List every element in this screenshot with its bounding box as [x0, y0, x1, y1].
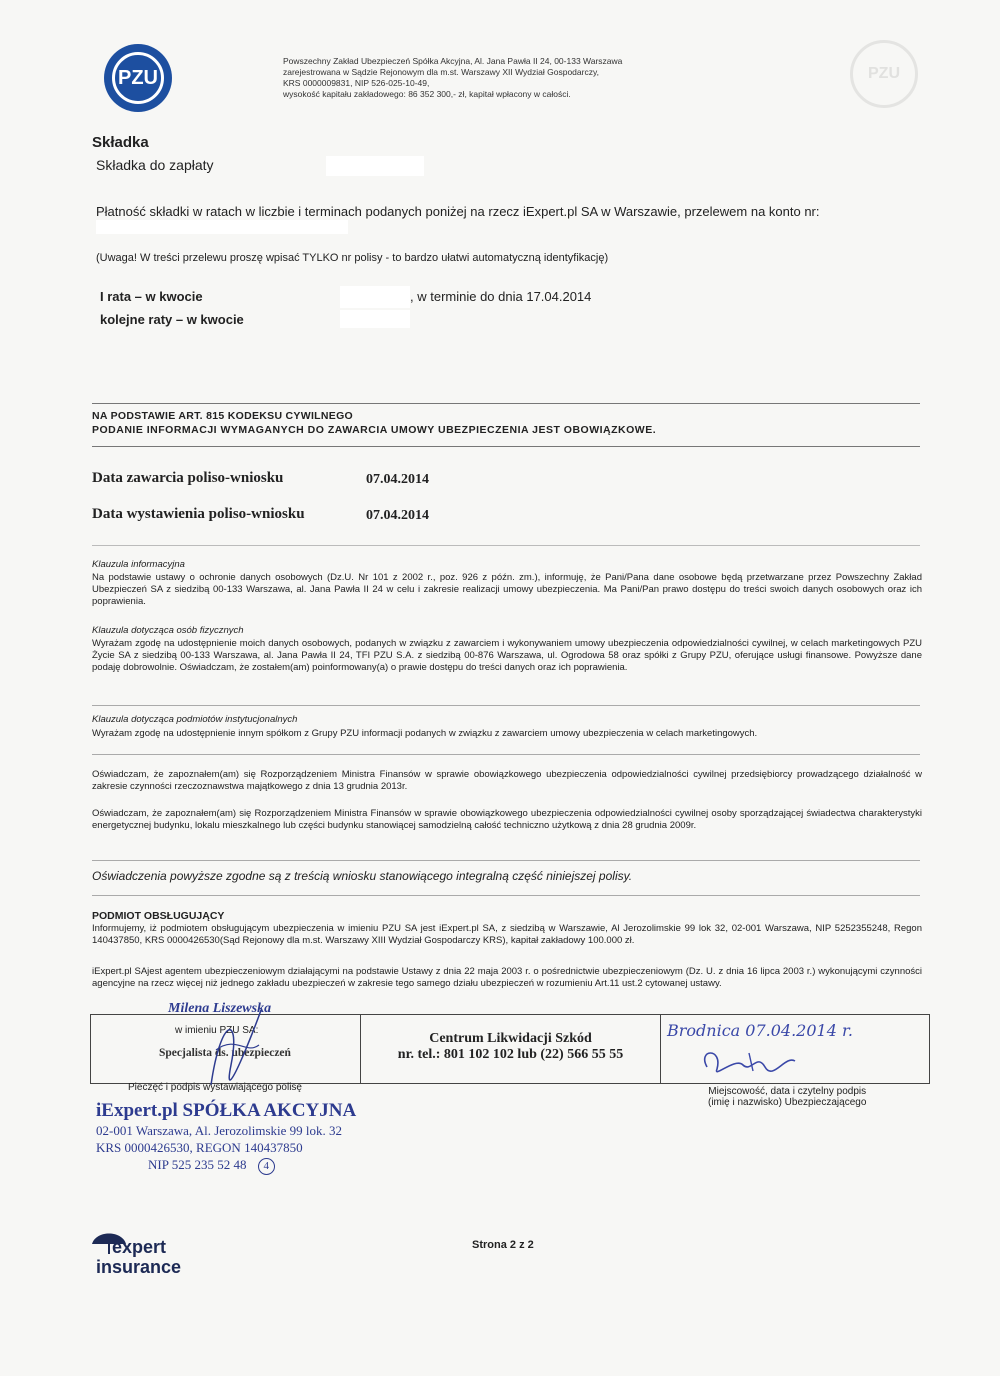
- conclusion-date-value: 07.04.2014: [366, 472, 429, 487]
- redacted-next-installments: [340, 310, 410, 328]
- company-info: [283, 56, 622, 100]
- premium-heading: Składka: [92, 134, 149, 151]
- insured-caption: [708, 1086, 866, 1108]
- institutions-clause-title: Klauzula dotycząca podmiotów instytucjonalnych: [92, 714, 298, 725]
- divider: [92, 446, 920, 447]
- company-line: KRS 0000009831, NIP 526-025-10-49,: [283, 78, 430, 88]
- first-installment-label: I rata – w kwocie: [100, 289, 203, 304]
- issue-date-label: Data wystawienia poliso-wniosku: [92, 506, 305, 522]
- handwritten-place-date: Brodnica 07.04.2014 r.: [667, 1021, 853, 1040]
- stamp-badge: 4: [258, 1158, 275, 1175]
- company-stamp-line-1: iExpert.pl SPÓŁKA AKCYJNA: [96, 1100, 357, 1121]
- issuer-cell: [91, 1015, 361, 1083]
- company-stamp: [96, 1102, 356, 1175]
- footer-logo-line-2: insurance: [96, 1257, 182, 1277]
- service-title: PODMIOT OBSŁUGUJĄCY: [92, 910, 225, 922]
- company-line: Powszechny Zakład Ubezpieczeń Spółka Akcyjna, Al. Jana Pawła II 24, 00-133 Warszawa: [283, 56, 623, 66]
- insured-caption-line-2: (imię i nazwisko) Ubezpieczającego: [708, 1097, 867, 1108]
- divider: [92, 895, 920, 896]
- issuer-caption: Pieczęć i podpis wystawiającego polisę: [128, 1082, 302, 1093]
- stamp-role-1: w imieniu PZU SA:: [175, 1025, 259, 1036]
- company-stamp-line-2: 02-001 Warszawa, Al. Jerozolimskie 99 lok. 32: [96, 1123, 343, 1138]
- service-text-2: iExpert.pl SAjest agentem ubezpieczeniowym działającymi na podstawie Ustawy z dnia 22 maja 2003 r. o pośrednictwie ubezpieczeniowym (Dz. U. z dnia 16 lipca 2003 r.) wykonującymi czynności agencyjne na rzecz więcej niż jednego zakładu ubezpieczeń w zakresie tego samego działu ubezpieczeń w rozumieniu Art.11 ust.2 cytowanej ustawy.: [92, 966, 922, 989]
- expert-insurance-logo: [90, 1228, 190, 1288]
- signature-table: [90, 1014, 930, 1084]
- stamp-role-2: Specjalista ds. ubezpieczeń: [159, 1047, 291, 1059]
- legal-line-1: NA PODSTAWIE ART. 815 KODEKSU CYWILNEGO: [92, 410, 354, 422]
- redacted-amount: [326, 156, 424, 176]
- pzu-logo-text: PZU: [112, 52, 164, 104]
- divider: [92, 754, 920, 755]
- divider: [92, 545, 920, 546]
- redacted-account: [96, 220, 348, 234]
- issue-date-value: 07.04.2014: [366, 508, 429, 523]
- pzu-watermark-logo: PZU: [850, 40, 918, 108]
- company-stamp-line-3: KRS 0000426530, REGON 140437850: [96, 1140, 303, 1155]
- claims-center-title: Centrum Likwidacji Szkód: [429, 1031, 592, 1046]
- redacted-installment: [340, 286, 410, 308]
- statement-2: Oświadczam, że zapoznałem(am) się Rozporządzeniem Ministra Finansów w sprawie obowiązkowego ubezpieczenia odpowiedzialności cywilnej osoby sporządzającej świadectwa charakterystyki energetycznej budynku, lokalu mieszkalnego lub części budynku stanowiącej samodzielną całość techniczno użytkową z dnia 28 grudnia 2009r.: [92, 808, 922, 831]
- legal-line-2: PODANIE INFORMACJI WYMAGANYCH DO ZAWARCIA UMOWY UBEZPIECZENIA JEST OBOWIĄZKOWE.: [92, 424, 657, 436]
- statement-1: Oświadczam, że zapoznałem(am) się Rozporządzeniem Ministra Finansów w sprawie obowiązkowego ubezpieczenia odpowiedzialności cywilnej przedsiębiorcy prowadzącego działalność w zakresie czynności rzeczoznawstwa majątkowego z dnia 13 grudnia 2013r.: [92, 769, 922, 792]
- divider: [92, 403, 920, 404]
- company-stamp-nip: NIP 525 235 52 48: [148, 1157, 247, 1172]
- claims-center-phone: nr. tel.: 801 102 102 lub (22) 566 55 55: [397, 1047, 624, 1062]
- transfer-note: (Uwaga! W treści przelewu proszę wpisać TYLKO nr polisy - to bardzo ułatwi automatyczną identyfikację): [96, 252, 609, 264]
- company-stamp-line-4: [148, 1156, 356, 1175]
- company-line: zarejestrowana w Sądzie Rejonowym dla m.st. Warszawy XII Wydział Gospodarczy,: [283, 67, 599, 77]
- institutions-clause-text: Wyrażam zgodę na udostępnienie innym spółkom z Grupy PZU informacji podanych w związku z zawarciem umowy ubezpieczenia w celach marketingowych.: [92, 728, 758, 739]
- pzu-logo: [104, 44, 172, 112]
- divider: [92, 705, 920, 706]
- company-line: wysokość kapitału zakładowego: 86 352 300,- zł, kapitał wpłacony w całości.: [283, 89, 571, 99]
- next-installments-label: kolejne raty – w kwocie: [100, 312, 244, 327]
- persons-clause-text: Wyrażam zgodę na udostępnienie moich danych osobowych, podanych w związku z zawarciem i wykonywaniem umowy ubezpieczenia odpowiedzialności cywilnej, w celach marketingowych PZU Życie SA z siedzibą 00-133 Warszawa, al. Jana Pawła II 24, TFI PZU S.A. z siedzibą 00-876 Warszawa, ul. Ogrodowa 58 oraz spółki z Grupy PZU, oferujące usługi finansowe. Powyższe dane podaję dobrowolnie. Oświadczam, że zostałem(am) poinformowany(a) o prawie dostępu do treści danych oraz ich poprawienia.: [92, 638, 922, 673]
- first-installment-due: , w terminie do dnia 17.04.2014: [410, 289, 592, 304]
- payment-text: Płatność składki w ratach w liczbie i terminach podanych poniżej na rzecz iExpert.pl SA w Warszawie, przelewem na konto nr:: [96, 204, 820, 219]
- divider: [92, 860, 920, 861]
- premium-to-pay-label: Składka do zapłaty: [96, 157, 214, 173]
- insured-signature-icon: [695, 1045, 805, 1081]
- service-text-1: Informujemy, iż podmiotem obsługującym ubezpieczenia w imieniu PZU SA jest iExpert.pl SA, z siedzibą w Warszawie, Al Jerozolimskie 99 lok 32, 02-001 Warszawa, NIP 5252355248, Regon 140437850, KRS 0000426530(Sąd Rejonowy dla m.st. Warszawy XIII Wydział Gospodarczy KRS), kapitał zakładowy 100.000 zł.: [92, 923, 922, 946]
- page-number: Strona 2 z 2: [472, 1239, 534, 1251]
- stamp-name: Milena Liszewska: [168, 1001, 272, 1016]
- footer-logo-line-1: expert: [112, 1237, 167, 1257]
- info-clause-title: Klauzula informacyjna: [92, 559, 185, 570]
- info-clause-text: Na podstawie ustawy o ochronie danych osobowych (Dz.U. Nr 101 z 2002 r., poz. 926 z późn. zm.), informuję, że Pani/Pana dane osobowe będą przetwarzane przez Powszechny Zakład Ubezpieczeń SA z siedzibą 00-133 Warszawa, al. Jana Pawła II 24 w celu i zakresie realizacji umowy ubezpieczenia. Ma Pani/Pan prawo dostępu do treści swoich danych osobowych oraz ich poprawienia.: [92, 572, 922, 607]
- persons-clause-title: Klauzula dotycząca osób fizycznych: [92, 625, 244, 636]
- insured-caption-line-1: Miejscowość, data i czytelny podpis: [708, 1086, 867, 1097]
- insured-signature-cell: [661, 1015, 929, 1083]
- statements-consistent: Oświadczenia powyższe zgodne są z treścią wniosku stanowiącego integralną część niniejszej polisy.: [92, 869, 633, 883]
- conclusion-date-label: Data zawarcia poliso-wniosku: [92, 470, 284, 486]
- claims-center-cell: [361, 1015, 661, 1083]
